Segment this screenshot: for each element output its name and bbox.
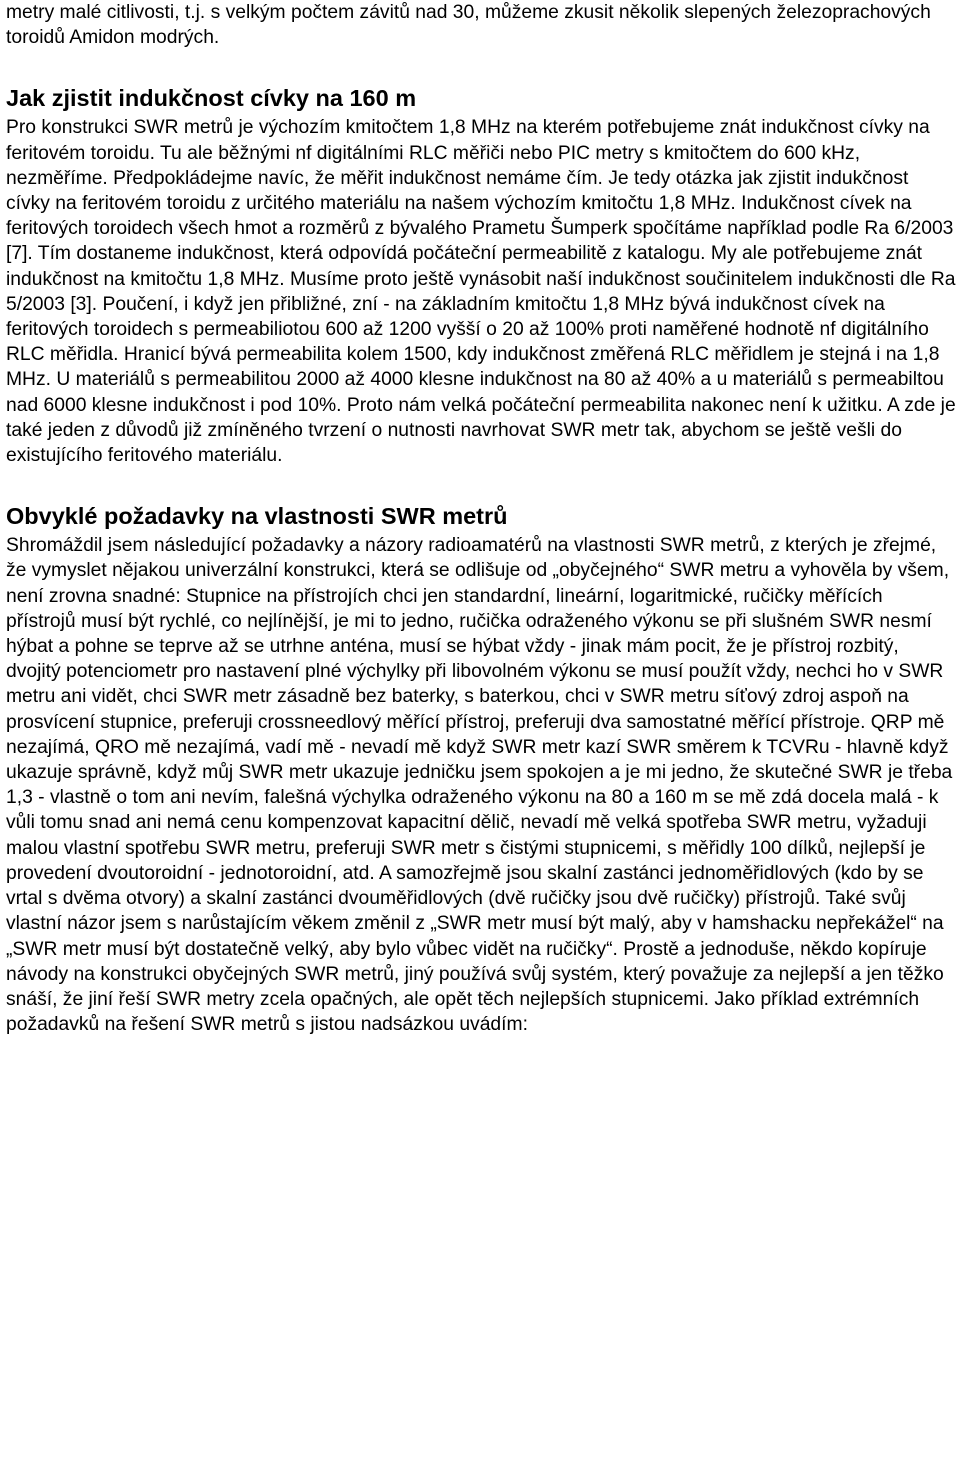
section-heading-inductance: Jak zjistit indukčnost cívky na 160 m: [6, 85, 417, 112]
section-heading-requirements: Obvyklé požadavky na vlastnosti SWR metrů: [6, 503, 508, 530]
section-paragraph-inductance: Pro konstrukci SWR metrů je výchozím kmitočtem 1,8 MHz na kterém potřebujeme znát indukčnost cívky na feritovém toroidu. Tu ale běžnými nf digitálními RLC měřiči nebo PIC metry s kmitočtem do 600 kHz, nezměříme. Předpokládejme navíc, že měřit indukčnost nemáme čím. Je tedy otázka jak zjistit indukčnost cívky na feritovém toroidu z určitého materiálu na našem výchozím kmitočtu 1,8 MHz. Indukčnost cívek na feritových toroidech všech hmot a rozměrů z bývalého Prametu Šumperk spočítáme například podle Ra 6/2003 [7]. Tím dostaneme indukčnost, která odpovídá počáteční permeabilitě z katalogu. My ale potřebujeme znát indukčnost na kmitočtu 1,8 MHz. Musíme proto ještě vynásobit naší indukčnost součinitelem indukčnosti dle Ra 5/2003 [3]. Poučení, i když jen přibližné, zní - na základním kmitočtu 1,8 MHz bývá indukčnost cívek na feritových toroidech s permeabiliotou 600 až 1200 vyšší o 20 až 100% proti naměřené hodnotě nf digitálního RLC měřidla. Hranicí bývá permeabilita kolem 1500, kdy indukčnost změřená RLC měřidlem je stejná i na 1,8 MHz. U materiálů s permeabilitou 2000 až 4000 klesne indukčnost na 80 až 40% a u materiálů s permeabiltou nad 6000 klesne indukčnost i pod 10%. Proto nám velká počáteční permeabilita nakonec není k užitku. A zde je také jeden z důvodů již zmíněného tvrzení o nutnosti navrhovat SWR metr tak, abychom se ještě vešli do existujícího feritového materiálu.: [6, 117, 956, 467]
intro-paragraph: metry malé citlivosti, t.j. s velkým počtem závitů nad 30, můžeme zkusit několik slepených železoprachových toroidů Amidon modrých.: [6, 2, 931, 49]
section-paragraph-requirements: Shromáždil jsem následující požadavky a názory radioamatérů na vlastnosti SWR metrů, z kterých je zřejmé, že vymyslet nějakou univerzální konstrukci, která se odlišuje od „obyčejného“ SWR metru a vyhověla by všem, není zrovna snadné: Stupnice na přístrojích chci jen standardní, lineární, logaritmické, ručičky měřících přístrojů musí být rychlé, co nejlínější, je mi to jedno, ručička odraženého výkonu se při slušném SWR nesmí hýbat a pohne se teprve až se utrhne anténa, musí se hýbat vždy - jinak mám pocit, že je přístroj rozbitý, dvojitý potenciometr pro nastavení plné výchylky při libovolném výkonu se musí použít vždy, nechci ho v SWR metru ani vidět, chci SWR metr zásadně bez baterky, s baterkou, chci v SWR metru síťový zdroj aspoň na prosvícení stupnice, preferuji crossneedlový měřící přístroj, preferuji dva samostatné měřící přístroje. QRP mě nezajímá, QRO mě nezajímá, vadí mě - nevadí mě když SWR metr kazí SWR směrem k TCVRu - hlavně když ukazuje správně, když můj SWR metr ukazuje jedničku jsem spokojen a je mi jedno, že skutečné SWR je třeba 1,3 - vlastně o tom ani nevím, falešná výchylka odraženého výkonu na 80 a 160 m se mě zdá docela malá - k vůli tomu snad ani nemá cenu kompenzovat kapacitní dělič, nevadí mě velká spotřeba SWR metru, vyžaduji malou vlastní spotřebu SWR metru, preferuji SWR metr s čistými stupnicemi, s měřidly 100 dílků, nejlepší je provedení dvoutoroidní - jednotoroidní, atd. A samozřejmě jsou skalní zastánci jednoměřidlových (kdo by se vrtal s dvěma otvory) a skalní zastánci dvouměřidlových (dvě ručičky jsou dvě ručičky) přístrojů. Také svůj vlastní názor jsem s narůstajícím věkem změnil z „SWR metr musí být malý, aby v hamshacku nepřekážel“ na „SWR metr musí být dostatečně velký, aby bylo vůbec vidět na ručičky“. Prostě a jednoduše, někdo kopíruje návody na konstrukci obyčejných SWR metrů, jiný používá svůj systém, který považuje za nejlepší a jen těžko snáší, že jiní řeší SWR metry zcela opačných, ale opět těch nejlepších stupnicemi. Jako příklad extrémních požadavků na řešení SWR metrů s jistou nadsázkou uvádím:: [6, 535, 953, 1036]
